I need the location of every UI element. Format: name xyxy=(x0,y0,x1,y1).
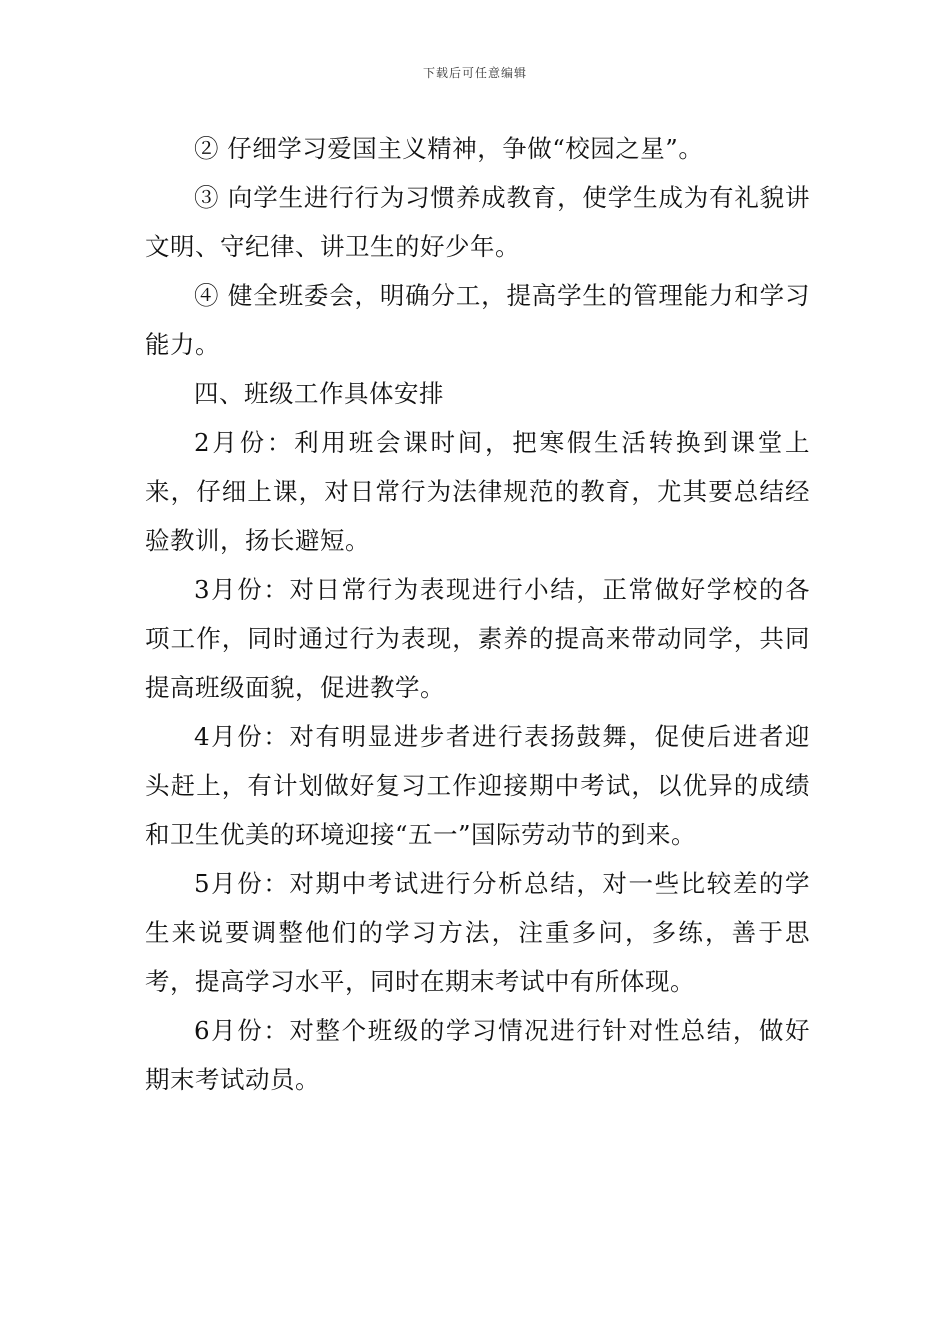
paragraph-april: 4月份：对有明显进步者进行表扬鼓舞，促使后进者迎头赶上，有计划做好复习工作迎接期中考试，以优异的成绩和卫生优美的环境迎接“五一”国际劳动节的到来。 xyxy=(145,722,810,849)
paragraph-item-4: ④ 健全班委会，明确分工，提高学生的管理能力和学习能力。 xyxy=(145,281,810,359)
paragraph-item-3: ③ 向学生进行行为习惯养成教育，使学生成为有礼貌讲文明、守纪律、讲卫生的好少年。 xyxy=(145,183,810,261)
section-heading-4: 四、班级工作具体安排 xyxy=(194,379,444,408)
paragraph-june: 6月份：对整个班级的学习情况进行针对性总结，做好期末考试动员。 xyxy=(145,1016,810,1094)
paragraph-may: 5月份：对期中考试进行分析总结，对一些比较差的学生来说要调整他们的学习方法，注重多问，多练，善于思考，提高学习水平，同时在期末考试中有所体现。 xyxy=(145,869,810,996)
page-header-note: 下载后可任意编辑 xyxy=(422,66,527,80)
paragraph-february: 2月份：利用班会课时间，把寒假生活转换到课堂上来，仔细上课，对日常行为法律规范的教育，尤其要总结经验教训，扬长避短。 xyxy=(145,428,810,555)
document-body xyxy=(145,124,810,1104)
paragraph-item-2: ② 仔细学习爱国主义精神，争做“校园之星”。 xyxy=(194,134,704,163)
paragraph-march: 3月份：对日常行为表现进行小结，正常做好学校的各项工作，同时通过行为表现，素养的提高来带动同学，共同提高班级面貌，促进教学。 xyxy=(145,575,810,702)
